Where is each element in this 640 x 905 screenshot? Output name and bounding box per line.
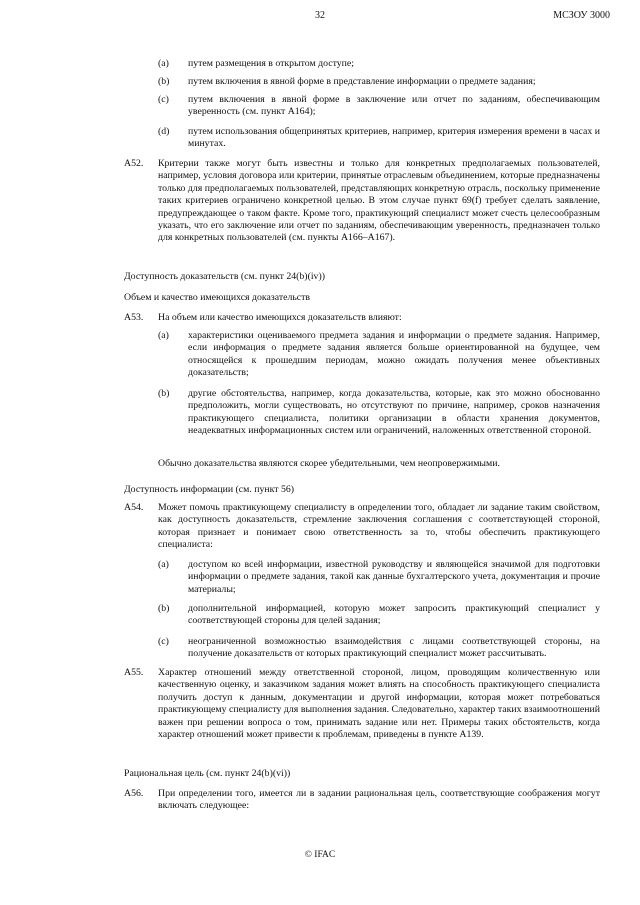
list-item — [158, 76, 600, 88]
list-item-label: (b) — [158, 388, 170, 399]
paragraph-number: А52. — [124, 158, 144, 169]
list-item-text: путем включения в явной форме в заключение или отчет по заданиям, обеспечивающим уверенность (см. пункт А164); — [188, 94, 600, 118]
paragraph-a54 — [124, 502, 600, 552]
list-item — [158, 58, 600, 70]
list-item-text: другие обстоятельства, например, когда доказательства, которые, как это можно обоснованно предположить, могли существовать, но отсутствуют по причине, например, сроков назначения практикующего специалиста, политики организации в области хранения документов, неадекватных информационных систем или ограничений, наложенных ответственной стороной. — [188, 388, 600, 437]
paragraph-text: Может помочь практикующему специалисту в определении того, обладает ли задание таким свойством, как доступность доказательств, стремление заключения соглашения с соответствующей стороной, которая признает и понимает свою ответственность за то, чтобы обеспечить практикующего специалиста: — [158, 502, 600, 551]
list-item-label: (c) — [158, 94, 169, 105]
list-item — [158, 94, 600, 119]
list-item-text: характеристики оцениваемого предмета задания и информации о предмете задания. Например, если информация о предмете задания является больше ориентированной на будущее, чем относящейся к прошедшим периодам, можно ожидать получения менее объективных доказательств; — [188, 330, 600, 379]
list-item — [158, 388, 600, 438]
paragraph-text: На объем или качество имеющихся доказательств влияют: — [158, 312, 402, 323]
list-item — [158, 603, 600, 628]
paragraph-number: А54. — [124, 502, 144, 513]
list-item-text: дополнительной информацией, которую может запросить практикующий специалист у соответствующей стороны для целей задания; — [188, 603, 600, 627]
document-code: МСЗОУ 3000 — [553, 10, 610, 21]
section-heading-purpose: Рациональная цель (см. пункт 24(b)(vi)) — [124, 768, 291, 779]
paragraph-text: При определении того, имеется ли в задании рациональная цель, соответствующие соображения могут включать следующее: — [158, 788, 600, 812]
list-item-label: (b) — [158, 603, 170, 614]
paragraph-number: А56. — [124, 788, 144, 799]
paragraph-a53 — [124, 312, 600, 324]
section-heading-quantity: Объем и качество имеющихся доказательств — [124, 292, 311, 303]
list-item-text: доступом ко всей информации, известной руководству и являющейся значимой для подготовки информации о предмете задания, такой как данные бухгалтерского учета, документация и прочие материалы; — [188, 559, 600, 595]
page-number: 32 — [315, 10, 325, 21]
paragraph-text: Характер отношений между ответственной стороной, лицом, проводящим количественную или качественную оценку, и заказчиком задания может влиять на способность практикующего специалиста получить доступ к данным, документации и другой информации, которая может потребоваться практикующему специалисту для выполнения задания. Следовательно, характер таких взаимоотношений важен при решении вопроса о том, принимать задание или нет. Примеры таких обстоятельств, когда характер отношений может привести к проблемам, приведены в пункте А139. — [158, 667, 600, 741]
paragraph-number: А55. — [124, 667, 144, 678]
list-item-text: путем размещения в открытом доступе; — [188, 58, 354, 69]
list-item-label: (d) — [158, 126, 170, 137]
list-item-text: неограниченной возможностью взаимодействия с лицами соответствующей стороны, на получение доказательств от которых практикующий специалист может рассчитывать. — [188, 636, 600, 660]
section-heading-information: Доступность информации (см. пункт 56) — [124, 484, 295, 495]
paragraph-closing: Обычно доказательства являются скорее убедительными, чем неопровержимыми. — [158, 458, 500, 469]
list-item — [158, 330, 600, 380]
list-item-label: (a) — [158, 330, 169, 341]
list-item — [158, 636, 600, 661]
footer-copyright: © IFAC — [304, 850, 336, 860]
paragraph-a52 — [124, 158, 600, 245]
list-item-text: путем включения в явной форме в представление информации о предмете задания; — [188, 76, 536, 87]
paragraph-text: Критерии также могут быть известны и только для конкретных предполагаемых пользователей, например, условия договора или критерии, принятые отраслевым объединением, которые предназначены только для предполагаемых пользователей, представляющих конкретную отрасль, поскольку применение таких критериев ограничено конкретной целью. В этом случае пункт 69(f) требует сделать заявление, предупреждающее о таком факте. Кроме того, практикующий специалист может счесть целесообразным указать, что его заключение или отчет по заданиям, обеспечивающим уверенность, предназначен только для конкретных пользователей (см. пункты А166–А167). — [158, 158, 600, 244]
paragraph-a55 — [124, 667, 600, 741]
list-item-label: (c) — [158, 636, 169, 647]
list-item — [158, 559, 600, 596]
list-item-text: путем использования общепринятых критериев, например, критерия измерения времени в часах и минутах. — [188, 126, 600, 150]
paragraph-number: А53. — [124, 312, 144, 323]
list-item — [158, 126, 600, 151]
list-item-label: (a) — [158, 58, 169, 69]
paragraph-a56 — [124, 788, 600, 813]
section-heading-evidence: Доступность доказательств (см. пункт 24(b)(iv)) — [124, 271, 325, 282]
list-item-label: (a) — [158, 559, 169, 570]
list-item-label: (b) — [158, 76, 170, 87]
